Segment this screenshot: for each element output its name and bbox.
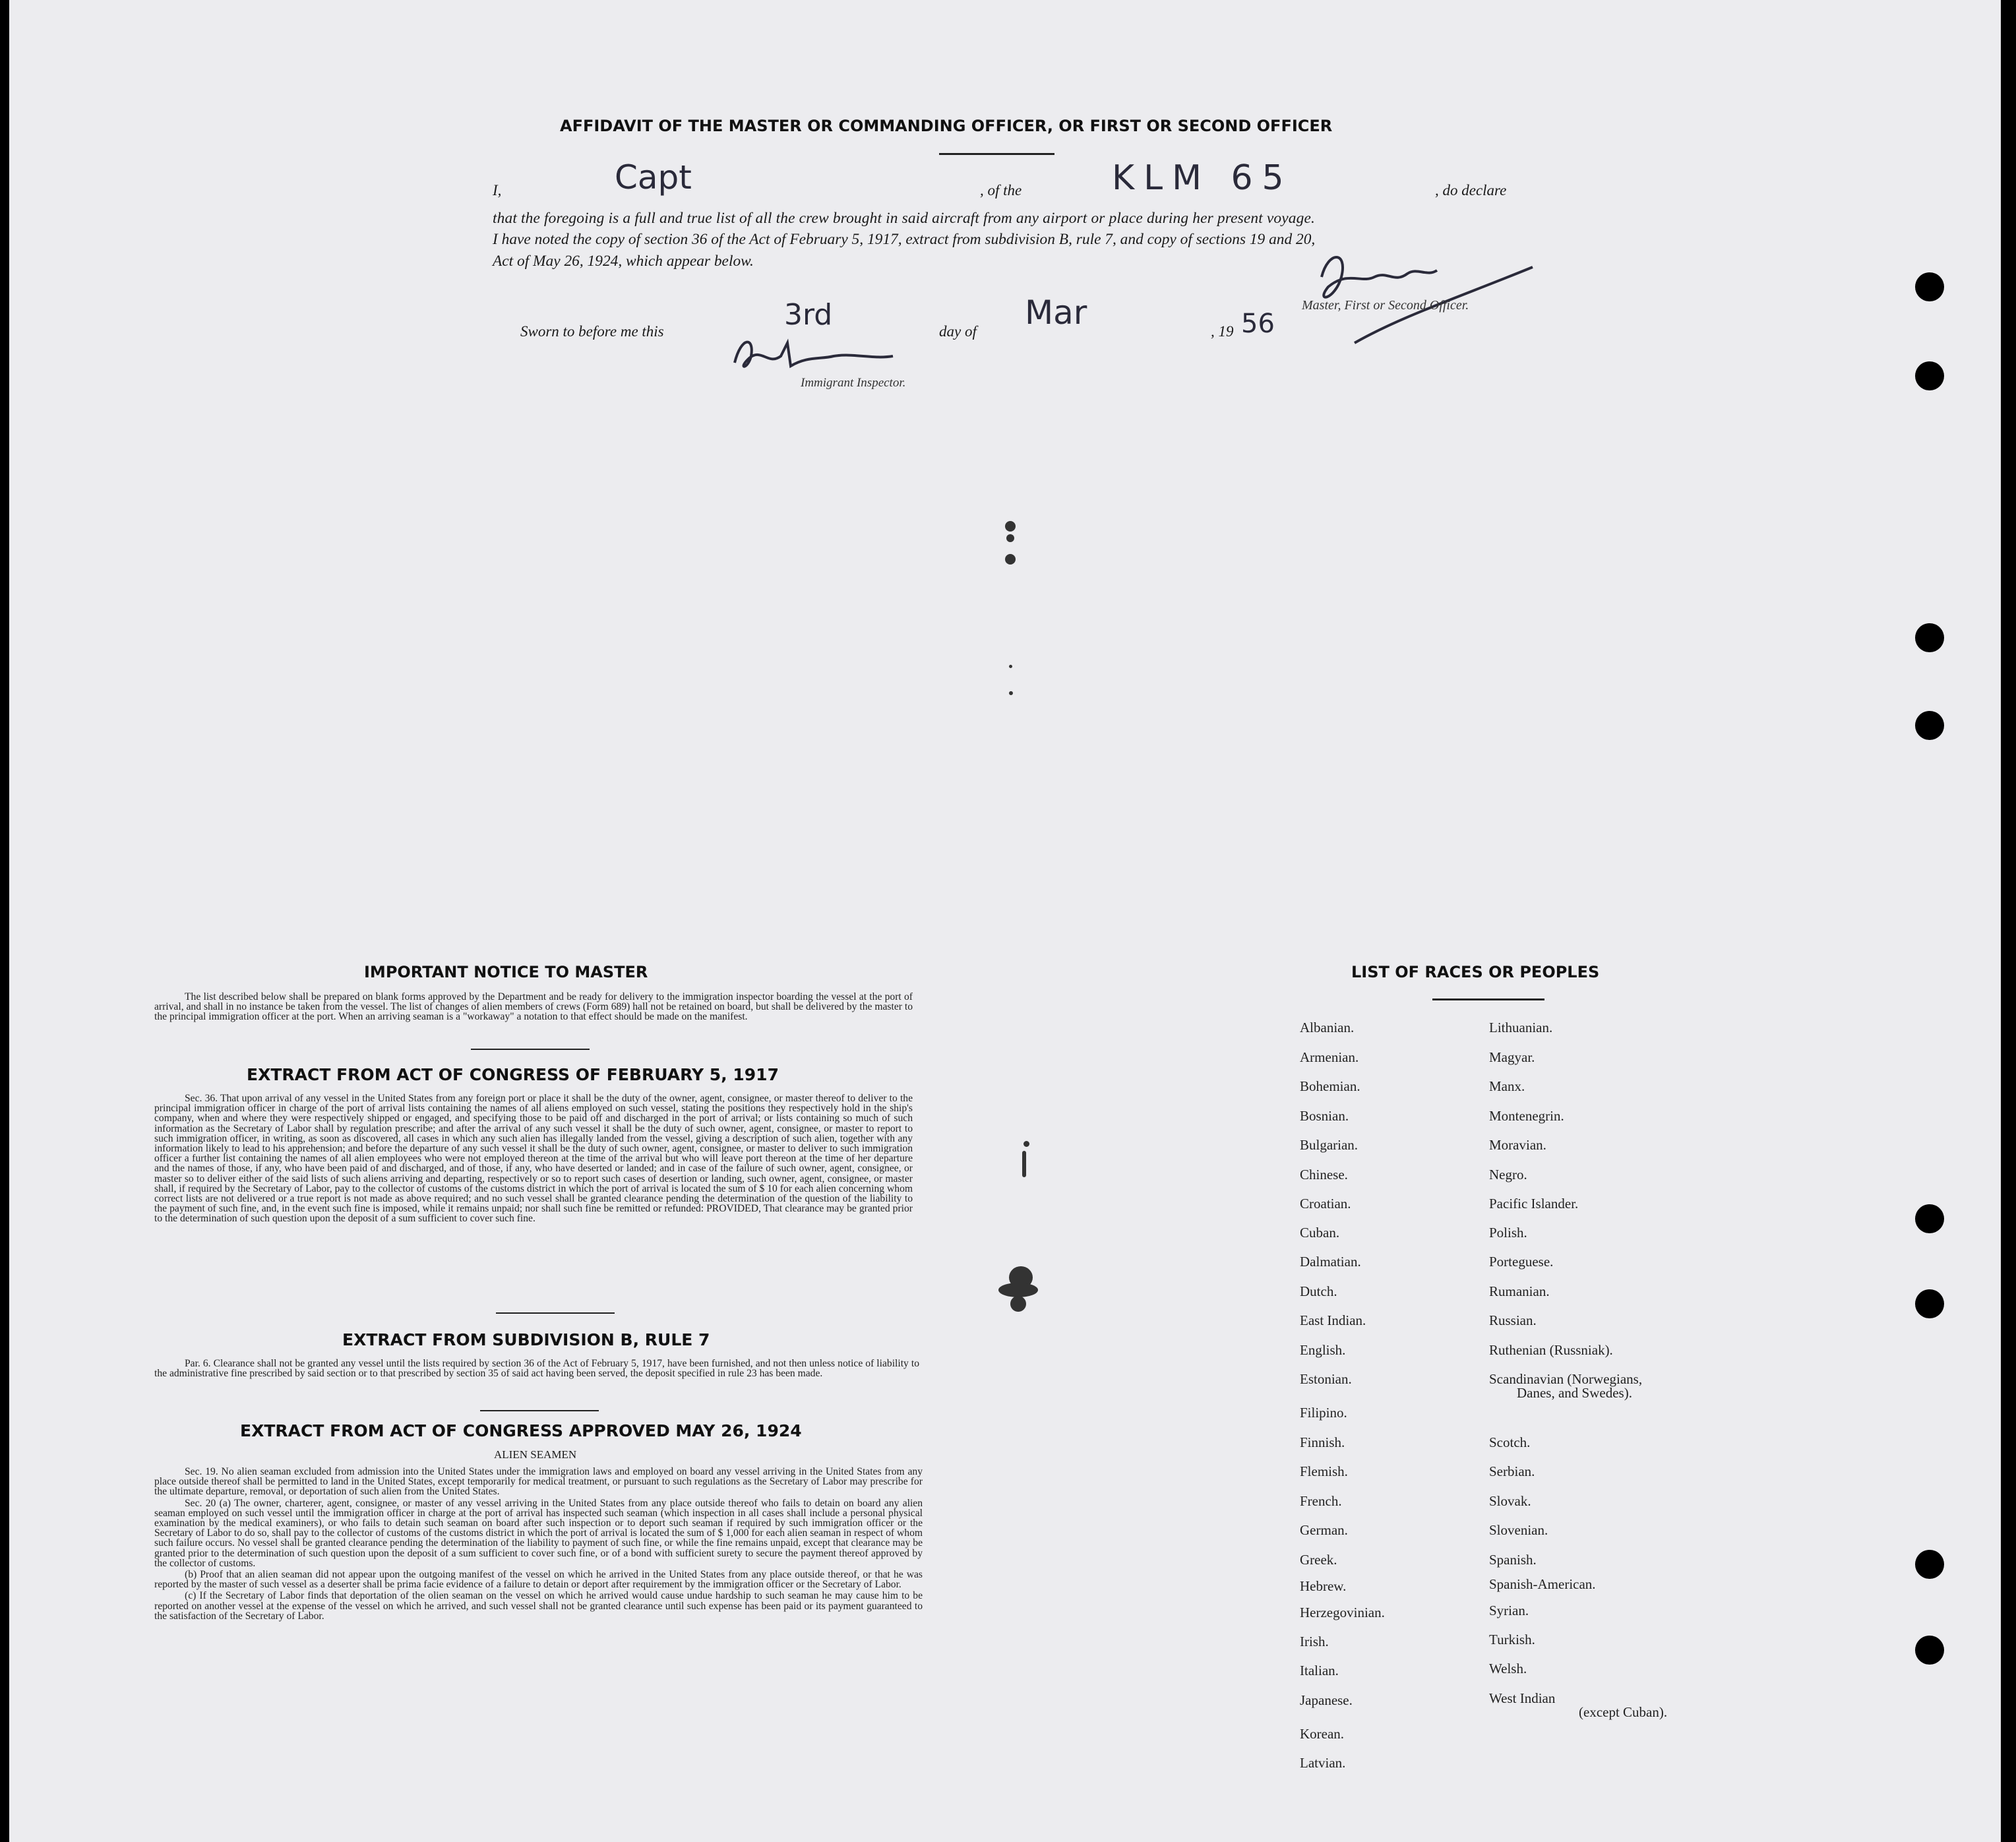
- race-item: Spanish.: [1489, 1552, 1537, 1568]
- ink-mark: [998, 1283, 1038, 1297]
- extract-1924-paragraph: Sec. 19. No alien seaman excluded from admission into the United States under the immigration laws and employed on board any vessel arriving in the United States from any place outside thereof shall be permitted to land in the United States, except temporarily for medical treatment, or pursuant to such regulations as the Secretary of Labor may prescribe for the ultimate departure, removal, or deportation of such alien from the United States.: [154, 1466, 923, 1498]
- punch-hole: [1915, 711, 1944, 740]
- race-item: Japanese.: [1300, 1692, 1353, 1708]
- race-item: Porteguese.: [1489, 1254, 1554, 1270]
- extract-1917-text: [154, 1093, 913, 1225]
- race-item: Moravian.: [1489, 1137, 1546, 1153]
- races-title-rule: [1432, 998, 1544, 1000]
- extract-1917-paragraph: Sec. 36. That upon arrival of any vessel in the United States from any foreign port or place it shall be the duty of the owner, agent, consignee, or master thereof to deliver to the principal immigration officer in charge of the port of arrival lists containing the names of all aliens employed on such vessel, stating the positions they respectively hold in the ship's company, when and where they were respectively shipped or engaged, and specifying those to be paid off and discharged in the port of arrival; or lists containing so much of such information as the Secretary of Labor shall by regulation prescribe; and after the arrival of any such vessel it shall be the duty of such owner, agent, consignee, or master to report to such immigration officer, in writing, as soon as discovered, all cases in which any such alien has illegally landed from the vessel, giving a description of such alien, together with any information likely to lead to his apprehension; and before the departure of any such vessel it shall be the duty of such owner, agent, consignee, or master to deliver to such immigration officer a further list containing the names of all alien employees who were not employed thereon at the time of the arrival but who will leave port thereon at the time of her departure and the names of those, if any, who have been paid of and discharged, and of those, if any, who have deserted or landed; and in case of the failure of such owner, agent, consignee, or master so to deliver either of the said lists of such aliens arriving and departing, respectively or so to report such cases of desertion or landing, such owner, agent, consignee, or master shall, if required by the Secretary of Labor, pay to the collector of customs of the customs district in which the port of arrival is located the sum of $ 10 for each alien concerning whom correct lists are not delivered or a true report is not made as above required; and no such vessel shall be granted clearance pending the determination of the question of the liability to the payment of such fine, and, in the event such fine is imposed, while it remains unpaid; nor shall such fine be remitted or refunded: PROVIDED, That clearance may be granted prior to the determination of such question upon the deposit of a sum sufficient to cover such fine.: [154, 1093, 913, 1225]
- ink-mark: [1005, 554, 1016, 565]
- notice-rule: [471, 1049, 590, 1050]
- ink-mark: [1009, 665, 1012, 668]
- race-item: Bohemian.: [1300, 1078, 1360, 1094]
- race-item: Finnish.: [1300, 1434, 1345, 1450]
- notice-text: [154, 992, 913, 1024]
- affidavit-line1-prefix: I,: [493, 182, 502, 199]
- race-item: Bulgarian.: [1300, 1137, 1359, 1153]
- race-item: Polish.: [1489, 1225, 1527, 1241]
- document-page: [9, 0, 2001, 1842]
- affidavit-line4: Act of May 26, 1924, which appear below.: [493, 253, 754, 270]
- race-item: Korean.: [1300, 1726, 1345, 1742]
- race-item: West Indian: [1489, 1690, 1556, 1706]
- punch-hole: [1915, 272, 1944, 301]
- race-item: Irish.: [1300, 1634, 1329, 1649]
- notice-paragraph: The list described below shall be prepared on blank forms approved by the Department and be ready for delivery to the immigration inspector boarding the vessel at the port of arrival, and shall in no instance be taken from the vessel. The list of changes of alien members of crews (Form 689) hall not be retained on board, but shall be delivered by the master to the principal immigration officer at the port. When an arriving seaman is a "workaway" a notation to that effect should be made on the manifest.: [154, 991, 913, 1023]
- race-item: Slovenian.: [1489, 1522, 1548, 1538]
- rule7-title: EXTRACT FROM SUBDIVISION B, RULE 7: [342, 1330, 710, 1349]
- extract-1924-subtitle: ALIEN SEAMEN: [494, 1448, 577, 1461]
- rule7-text: [154, 1359, 919, 1380]
- affidavit-line1-suffix: , do declare: [1435, 182, 1507, 199]
- race-item: Filipino.: [1300, 1405, 1347, 1421]
- month-handwritten: Mar: [1025, 293, 1087, 332]
- sworn-prefix: Sworn to before me this: [520, 323, 664, 340]
- race-item: Estonian.: [1300, 1371, 1352, 1387]
- rule7-paragraph: Par. 6. Clearance shall not be granted any vessel until the lists required by section 36 of the Act of February 5, 1917, have been furnished, and not then unless notice of liability to the administrative fine prescribed by said section or to that prescribed by section 35 of said act having been served, the deposit specified in rule 23 has been made.: [154, 1358, 919, 1380]
- ink-mark: [1022, 1151, 1026, 1177]
- affidavit-line3: I have noted the copy of section 36 of the Act of February 5, 1917, extract from subdivision B, rule 7, and copy of sections 19 and 20,: [493, 231, 1316, 248]
- race-item: French.: [1300, 1493, 1342, 1509]
- master-signature: [1302, 237, 1539, 356]
- punch-hole: [1915, 1204, 1944, 1233]
- race-item: East Indian.: [1300, 1312, 1366, 1328]
- day-handwritten: 3rd: [784, 298, 833, 332]
- extract-1917-rule: [496, 1312, 615, 1314]
- race-item: Dalmatian.: [1300, 1254, 1361, 1270]
- inspector-signature: [728, 330, 900, 376]
- race-item: Greek.: [1300, 1552, 1337, 1568]
- affidavit-title: AFFIDAVIT OF THE MASTER OR COMMANDING OFFICER, OR FIRST OR SECOND OFFICER: [560, 117, 1333, 135]
- race-item: Serbian.: [1489, 1463, 1535, 1479]
- affidavit-title-rule: [939, 153, 1054, 155]
- race-item: Manx.: [1489, 1078, 1525, 1094]
- ink-mark: [1009, 691, 1013, 695]
- extract-1924-paragraph: (b) Proof that an alien seaman did not appear upon the outgoing manifest of the vessel on which he arrived in the United States from any place outside thereof, or that he was reported by the master of such vessel as a deserter shall be prima facie evidence of a failure to detain or deport after requirement by the immigration officer or the Secretary of Labor.: [154, 1569, 923, 1591]
- rule7-rule: [480, 1410, 599, 1411]
- races-title: LIST OF RACES OR PEOPLES: [1351, 963, 1600, 981]
- year-handwritten: 56: [1241, 309, 1275, 339]
- race-item: Pacific Islander.: [1489, 1196, 1579, 1212]
- race-item: Welsh.: [1489, 1661, 1527, 1676]
- race-item: Rumanian.: [1489, 1283, 1550, 1299]
- punch-hole: [1915, 1289, 1944, 1318]
- race-item: Turkish.: [1489, 1632, 1535, 1647]
- race-item: Bosnian.: [1300, 1108, 1349, 1124]
- race-item: Hebrew.: [1300, 1578, 1347, 1594]
- extract-1917-title: EXTRACT FROM ACT OF CONGRESS OF FEBRUARY 5, 1917: [247, 1065, 779, 1084]
- race-item: Ruthenian (Russniak).: [1489, 1342, 1613, 1358]
- race-item: Latvian.: [1300, 1755, 1346, 1771]
- race-item: Montenegrin.: [1489, 1108, 1564, 1124]
- race-item: Scandinavian (Norwegians,: [1489, 1371, 1643, 1387]
- affidavit-line2: that the foregoing is a full and true list of all the crew brought in said aircraft from any airport or place during her present voyage.: [493, 210, 1316, 227]
- race-item: Lithuanian.: [1489, 1020, 1553, 1035]
- ink-mark: [1006, 534, 1014, 542]
- affidavit-line1-mid: , of the: [980, 182, 1022, 199]
- officer-name-handwritten: Capt: [615, 158, 692, 197]
- race-item: Chinese.: [1300, 1167, 1348, 1182]
- ink-mark: [1010, 1296, 1026, 1312]
- race-item: Croatian.: [1300, 1196, 1351, 1212]
- notice-title: IMPORTANT NOTICE TO MASTER: [364, 963, 648, 981]
- extract-1924-text: [154, 1467, 923, 1622]
- race-item: Russian.: [1489, 1312, 1537, 1328]
- race-item: Spanish-American.: [1489, 1576, 1596, 1592]
- race-item: Slovak.: [1489, 1493, 1531, 1509]
- race-item: Flemish.: [1300, 1463, 1348, 1479]
- extract-1924-paragraph: Sec. 20 (a) The owner, charterer, agent, consignee, or master of any vessel arriving in the United States from any place outside thereof who fails to detain on board any alien seaman employed on such vessel until the immigration officer in charge at the port of arrival has inspected such seaman (which inspection in all cases shall include a personal physical examination by the medical examiners), or who fails to detain such seaman on board after such inspection or to deport such seaman if required by such immigration officer or the Secretary of Labor to do so, shall pay to the collector of customs of the customs district in which the port of arrival is located the sum of $ 1,000 for each alien seaman in respect of whom such failure occurs. No vessel shall be granted clearance pending the determination of the liability to payment of such fine, or while the fine remains unpaid, except that clearance may be granted prior to the determination of such question upon the deposit of a sum sufficient to cover such fine, or of a bond with sufficient surety to secure the payment thereof approved by the collector of customs.: [154, 1497, 923, 1569]
- race-item: Armenian.: [1300, 1049, 1359, 1065]
- extract-1924-paragraph: (c) If the Secretary of Labor finds that deportation of the olien seaman on the vessel on which he arrived would cause undue hardship to such seaman he may cause him to be reported on another vessel at the expense of the vessel on which he arrived, and such vessel shall not be granted clearance until such expense has been paid or its payment guaranteed to the satisfaction of the Secretary of Labor.: [154, 1590, 923, 1622]
- year-prefix: , 19: [1211, 323, 1234, 340]
- punch-hole: [1915, 623, 1944, 652]
- ink-mark: [1005, 521, 1016, 532]
- punch-hole: [1915, 1550, 1944, 1579]
- extract-1924-title: EXTRACT FROM ACT OF CONGRESS APPROVED MAY 26, 1924: [240, 1421, 802, 1440]
- race-item: English.: [1300, 1342, 1346, 1358]
- race-item: Danes, and Swedes).: [1517, 1385, 1632, 1401]
- race-item: Herzegovinian.: [1300, 1605, 1385, 1620]
- day-of-label: day of: [939, 323, 977, 340]
- race-item: Albanian.: [1300, 1020, 1355, 1035]
- race-item: Magyar.: [1489, 1049, 1535, 1065]
- race-item: German.: [1300, 1522, 1348, 1538]
- race-item: Syrian.: [1489, 1603, 1529, 1618]
- race-item: (except Cuban).: [1579, 1704, 1668, 1720]
- inspector-caption: Immigrant Inspector.: [801, 376, 906, 390]
- race-item: Scotch.: [1489, 1434, 1531, 1450]
- punch-hole: [1915, 1636, 1944, 1665]
- master-caption: Master, First or Second Officer.: [1302, 298, 1469, 313]
- race-item: Negro.: [1489, 1167, 1527, 1182]
- race-item: Italian.: [1300, 1663, 1339, 1678]
- race-item: Dutch.: [1300, 1283, 1337, 1299]
- race-item: Cuban.: [1300, 1225, 1340, 1241]
- ink-mark: [1023, 1141, 1029, 1147]
- vessel-handwritten: KLM 65: [1112, 158, 1293, 198]
- punch-hole: [1915, 361, 1944, 390]
